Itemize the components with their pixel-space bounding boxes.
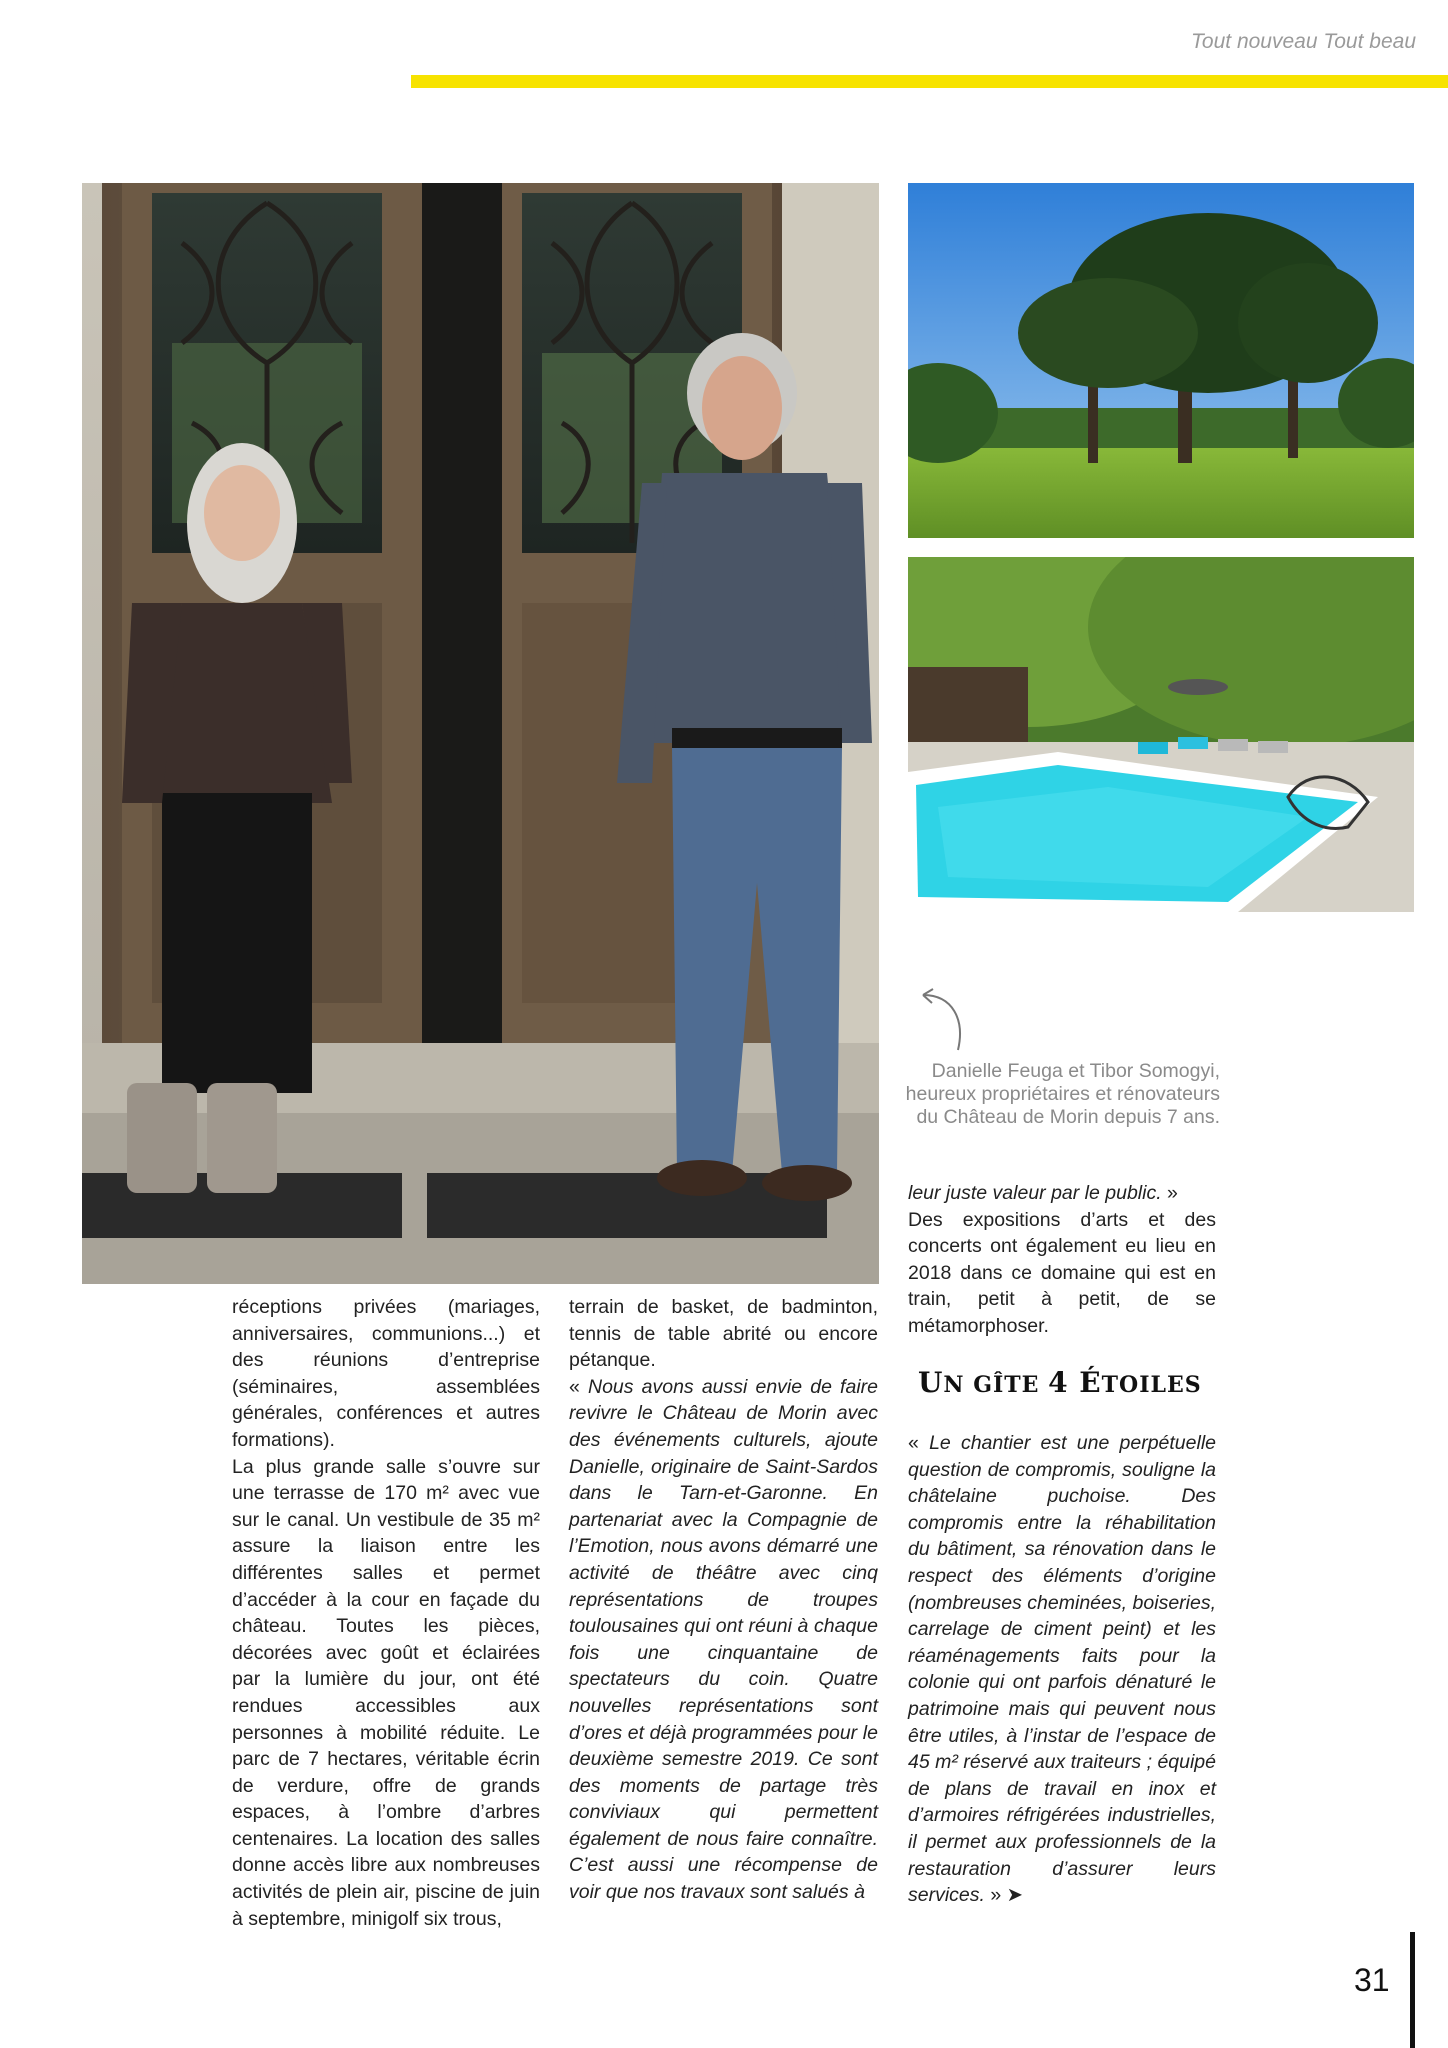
quote-text: leur juste valeur par le public.: [908, 1182, 1162, 1204]
article-column-3-top: [908, 1180, 1216, 1340]
quote-close: » ➤: [984, 1884, 1023, 1907]
photo-swimming-pool: [908, 557, 1414, 912]
quote-open: «: [908, 1432, 930, 1454]
article-column-3: [908, 1430, 1216, 1909]
caption-line: Danielle Feuga et Tibor Somogyi,: [931, 1060, 1220, 1082]
photo-owners-at-chateau-door: [82, 183, 879, 1284]
page-number: 31: [1354, 1962, 1390, 1998]
heading-initial: 4 É: [1048, 1366, 1102, 1399]
curved-arrow-icon: [903, 985, 973, 1055]
header-accent-bar: [411, 75, 1448, 88]
article-column-2: [569, 1294, 878, 1906]
paragraph: [908, 1180, 1216, 1207]
paragraph: réceptions privées (mariages, anniversaires, communions...) et des réunions d’entreprise (séminaires, assemblées générales, conférences et autres formations).: [232, 1296, 540, 1451]
section-heading: [918, 1366, 1218, 1399]
caption-line: du Château de Morin depuis 7 ans.: [916, 1106, 1220, 1128]
heading-initial: U: [918, 1366, 944, 1399]
quote-close: »: [1161, 1182, 1178, 1204]
photo-caption: [895, 1060, 1220, 1129]
quote-text: Le chantier est une perpétuelle question de compromis, souligne la châtelaine puchoise. Des compromis entre la réhabilitation du bâtiment, sa rénovation dans le respect des éléments d’origine (nombreuses cheminées, boiseries, carrelage de ciment peint) et les réaménagements faits pour la colonie qui ont parfois dénaturé le patrimoine mais qui peuvent nous être utiles, à l’instar de l’espace de 45 m² réservé aux traiteurs ; équipé de plans de travail en inox et d’armoires réfrigérées industrielles, il permet aux professionnels de la restauration d’assurer leurs services.: [908, 1432, 1216, 1907]
heading-smallcaps: TOILES: [1101, 1372, 1202, 1398]
heading-smallcaps: N GÎTE: [943, 1372, 1049, 1398]
quote-paragraph: [569, 1374, 878, 1906]
quote-open: «: [569, 1375, 588, 1398]
caption-line: heureux propriétaires et rénovateurs: [905, 1083, 1220, 1105]
article-column-1: [232, 1294, 540, 1932]
paragraph: La plus grande salle s’ouvre sur une terrasse de 170 m² avec vue sur le canal. Un vestibule de 35 m² assure la liaison entre les différentes salles et permet d’accéder à la cour en façade du château. Toutes les pièces, décorées avec goût et éclairées par la lumière du jour, ont été rendues accessibles aux personnes à mobilité réduite. Le parc de 7 hectares, véritable écrin de verdure, offre de grands espaces, à l’ombre d’arbres centenaires. La location des salles donne accès libre aux nombreuses activités de plein air, piscine de juin à septembre, minigolf six trous,: [232, 1455, 540, 1930]
paragraph: Des expositions d’arts et des concerts ont également eu lieu en 2018 dans ce domaine qui est en train, petit à petit, de se métamorphoser.: [908, 1208, 1216, 1337]
paragraph: terrain de basket, de badminton, tennis de table abrité ou encore pétanque.: [569, 1296, 878, 1372]
quote-paragraph: [908, 1430, 1216, 1909]
running-head: Tout nouveau Tout beau: [1191, 30, 1416, 53]
quote-text: Nous avons aussi envie de faire revivre le Château de Morin avec des événements culturels, ajoute Danielle, originaire de Saint-Sardos dans le Tarn-et-Garonne. En partenariat avec la Compagnie de l’Emotion, nous avons démarré une activité de théâtre avec cinq représentations de troupes toulousaines qui ont réuni à chaque fois une cinquantaine de spectateurs du coin. Quatre nouvelles représentations sont d’ores et déjà programmées pour le deuxième semestre 2019. Ce sont des moments de partage très conviviaux qui permettent également de nous faire connaître. C’est aussi une récompense de voir que nos travaux sont salués à: [569, 1375, 878, 1904]
page-number-rule: [1410, 1932, 1415, 2048]
photo-park-pine-trees: [908, 183, 1414, 538]
